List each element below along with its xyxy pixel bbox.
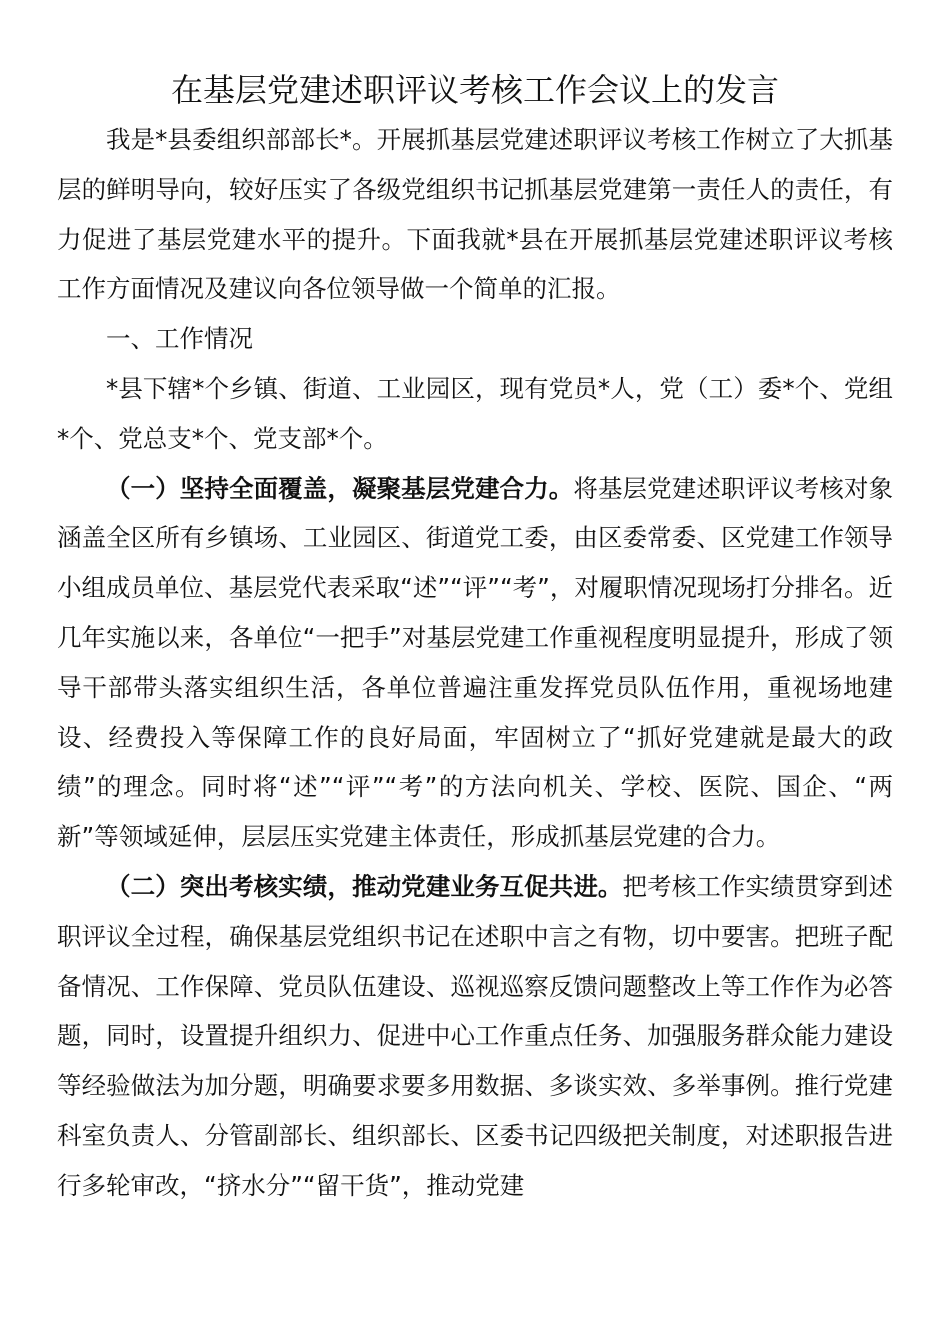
- paragraph-intro: [57, 115, 893, 314]
- paragraph-point-2: [57, 862, 893, 1211]
- paragraph-bold-lead: （二）突出考核实绩，推动党建业务互促共进。: [106, 871, 623, 901]
- paragraph-bold-lead: （一）坚持全面覆盖，凝聚基层党建合力。: [106, 473, 574, 503]
- paragraph-text: 将基层党建述职评议考核对象涵盖全区所有乡镇场、工业园区、街道党工委，由区委常委、区党建工作领导小组成员单位、基层党代表采取“述”“评”“考”，对履职情况现场打分排名。近几年实施以来，各单位“一把手”对基层党建工作重视程度明显提升，形成了领导干部带头落实组织生活，各单位普遍注重发挥党员队伍作用，重视场地建设、经费投入等保障工作的良好局面，牢固树立了“抓好党建就是最大的政绩”的理念。同时将“述”“评”“考”的方法向机关、学校、医院、国企、“两新”等领域延伸，层层压实党建主体责任，形成抓基层党建的合力。: [57, 473, 894, 852]
- document-body: [57, 115, 893, 1211]
- paragraph-point-1: [57, 464, 893, 862]
- paragraph-text: 把考核工作实绩贯穿到述职评议全过程，确保基层党组织书记在述职中言之有物，切中要害。把班子配备情况、工作保障、党员队伍建设、巡视巡察反馈问题整改上等工作作为必答题，同时，设置提升组织力、促进中心工作重点任务、加强服务群众能力建设等经验做法为加分题，明确要求要多用数据、多谈实效、多举事例。推行党建科室负责人、分管副部长、组织部长、区委书记四级把关制度，对述职报告进行多轮审改，“挤水分”“留干货”，推动党建: [57, 871, 893, 1200]
- paragraph-text: *县下辖*个乡镇、街道、工业园区，现有党员*人，党（工）委*个、党组*个、党总支*个、党支部*个。: [57, 373, 893, 453]
- document-title: 在基层党建述职评议考核工作会议上的发言: [170, 71, 779, 109]
- paragraph-text: 我是*县委组织部部长*。开展抓基层党建述职评议考核工作树立了大抓基层的鲜明导向，较好压实了各级党组织书记抓基层党建第一责任人的责任，有力促进了基层党建水平的提升。下面我就*县在开展抓基层党建述职评议考核工作方面情况及建议向各位领导做一个简单的汇报。: [57, 125, 893, 304]
- paragraph-overview: [57, 364, 893, 464]
- section-heading-text: 一、工作情况: [106, 324, 253, 354]
- section-heading: [57, 314, 893, 364]
